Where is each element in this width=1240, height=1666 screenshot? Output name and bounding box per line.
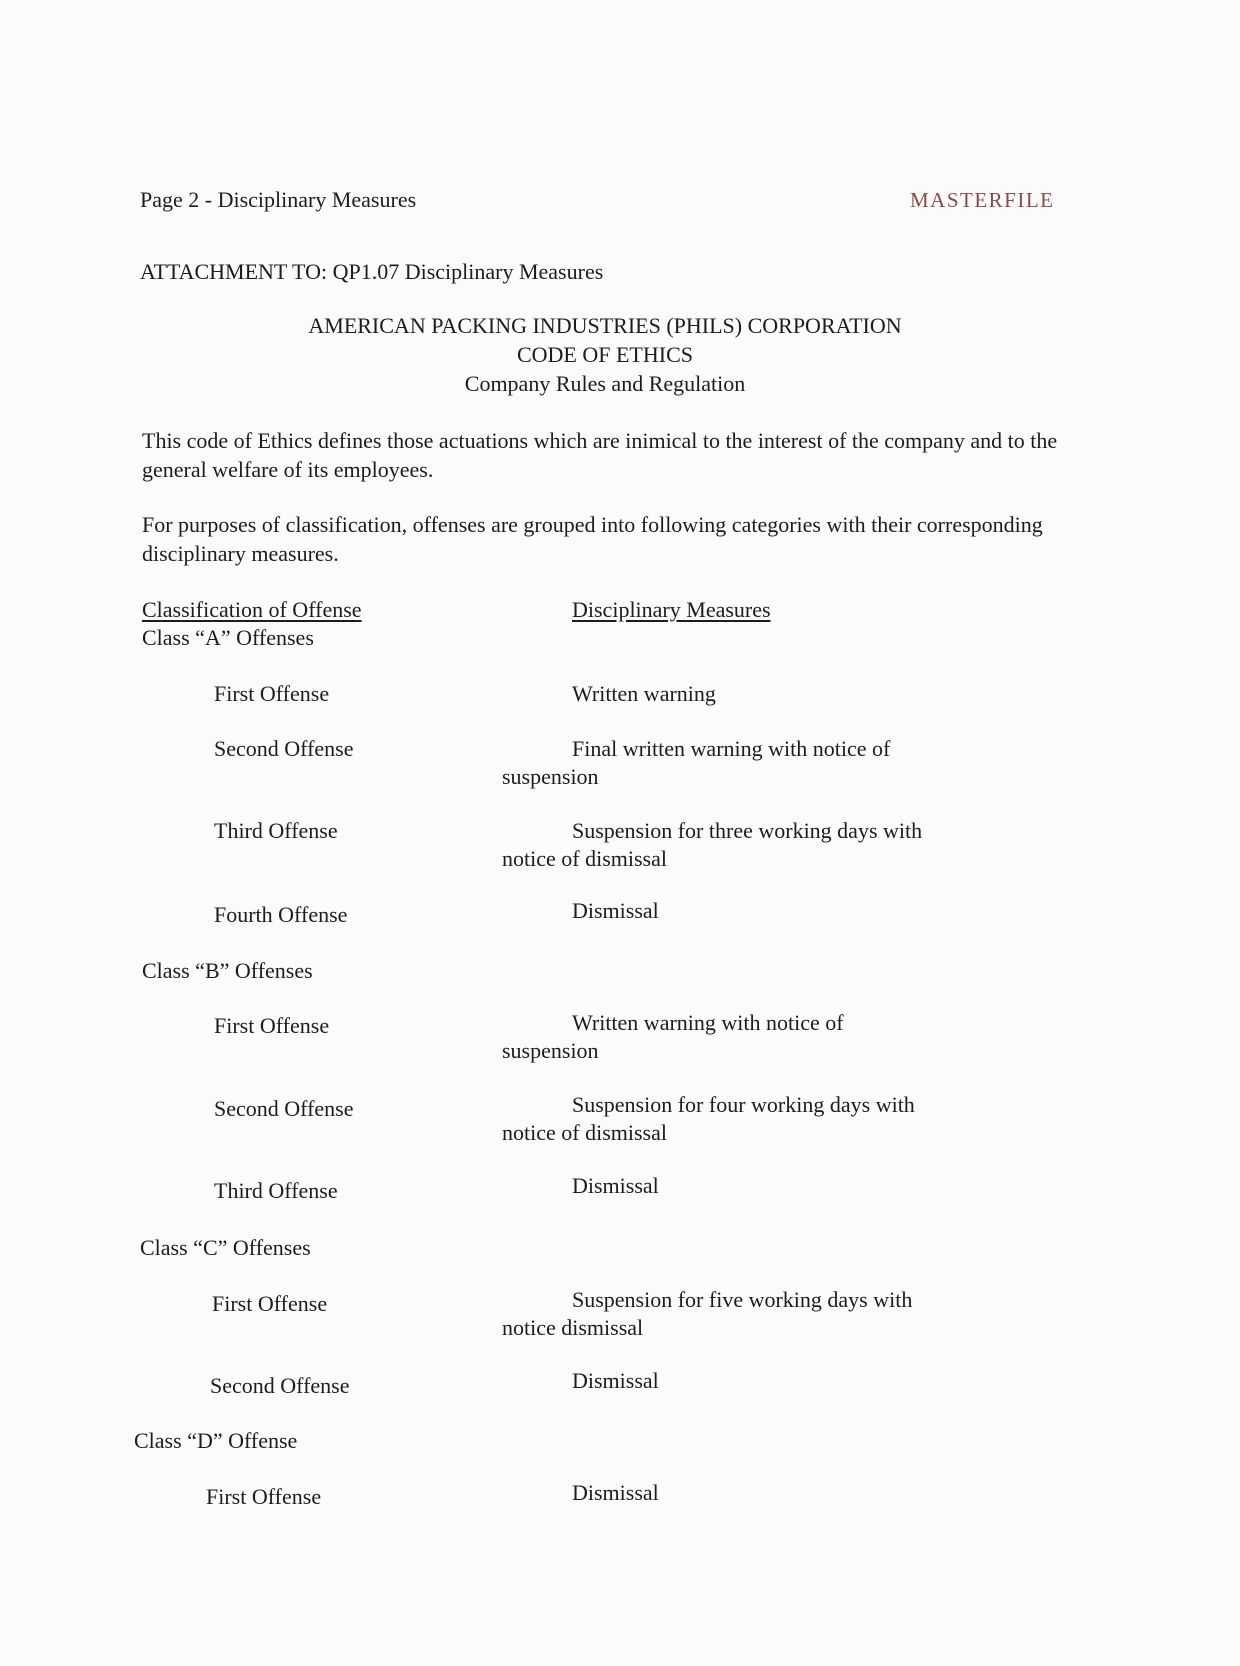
offense-label: Second Offense [214, 736, 354, 761]
company-name: AMERICAN PACKING INDUSTRIES (PHILS) CORPORATION [308, 313, 902, 338]
offense-label: First Offense [214, 1013, 330, 1038]
offense-label: Second Offense [210, 1373, 350, 1398]
offense-label: Fourth Offense [214, 902, 348, 927]
measure-text: Suspension for four working days with notice of dismissal [502, 1092, 915, 1145]
intro-paragraph: This code of Ethics defines those actuations which are inimical to the interest of the company and to the general welfare of its employees. [142, 428, 1058, 482]
column-header-measures: Disciplinary Measures [572, 597, 771, 622]
measure-text: Dismissal [572, 1173, 659, 1198]
code-title: CODE OF ETHICS [516, 342, 693, 367]
masterfile-stamp: MASTERFILE [910, 188, 1055, 212]
measure-text: Suspension for three working days with notice of dismissal [502, 818, 923, 871]
column-header-classification: Classification of Offense [142, 597, 362, 622]
offense-label: Second Offense [214, 1096, 354, 1121]
measure-text: Dismissal [572, 1368, 659, 1393]
class-heading: Class “B” Offenses [142, 958, 313, 983]
code-subtitle: Company Rules and Regulation [464, 371, 746, 396]
measure-text: Written warning [572, 681, 716, 706]
measure-text: Written warning with notice of suspension [502, 1010, 844, 1063]
classification-paragraph: For purposes of classification, offenses are grouped into following categories with their corresponding disciplinary measures. [142, 512, 1043, 566]
measure-text: Dismissal [572, 1480, 659, 1505]
class-heading: Class “A” Offenses [142, 625, 314, 650]
offense-label: Third Offense [214, 818, 338, 843]
page-header-label: Page 2 - Disciplinary Measures [140, 187, 417, 212]
class-heading: Class “C” Offenses [140, 1235, 311, 1260]
attachment-line: ATTACHMENT TO: QP1.07 Disciplinary Measures [140, 259, 604, 284]
offense-label: First Offense [206, 1484, 322, 1509]
offense-label: First Offense [212, 1291, 328, 1316]
measure-text: Dismissal [572, 898, 659, 923]
offense-label: Third Offense [214, 1178, 338, 1203]
measure-text: Final written warning with notice of suspension [502, 736, 891, 789]
offense-label: First Offense [214, 681, 330, 706]
class-heading: Class “D” Offense [134, 1428, 298, 1453]
measure-text: Suspension for five working days with notice dismissal [502, 1287, 913, 1340]
